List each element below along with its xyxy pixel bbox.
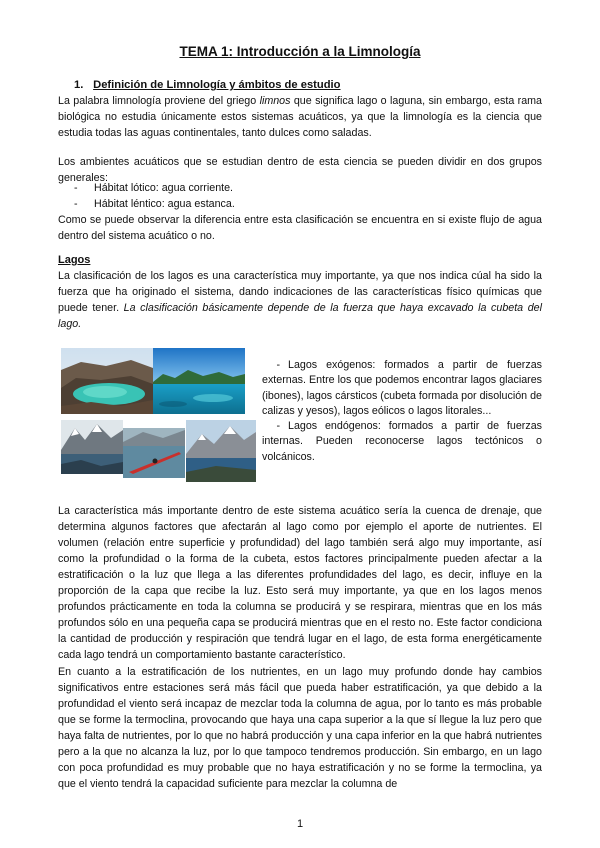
section-number: 1. xyxy=(74,79,84,91)
section-heading xyxy=(74,79,341,91)
page-title: TEMA 1: Introducción a la Limnología xyxy=(179,44,421,59)
page-number: 1 xyxy=(296,818,304,830)
italic-sentence: La clasificación básicamente depende de la fuerza que haya excavado la cubeta del lago. xyxy=(58,302,542,330)
list-item: - Lagos exógenos: formados a partir de fuerzas externas. Entre los que podemos encontrar lagos glaciares (ibones), lagos cársticos (cubeta formada por disolución de calizas y yesos), lagos eólicos o lagos litorales... xyxy=(262,359,542,417)
italic-term: limnos xyxy=(259,95,291,107)
lagos-heading: Lagos xyxy=(58,254,91,266)
paragraph-cuenca: La característica más importante dentro de este sistema acuático sería la cuenca de drenaje, que determina algunos factores que afectarán al lago como por ejemplo el aporte de nutrientes. El volumen (relación entre superficie y profundidad) del lago también será algo muy importante, así como la profundidad o la forma de la cubeta, estos factores principalmente pueden afectar a la estratificación o la luz que llega a las diferentes profundidades del lago, es decir, influye en la proporción de la capa que recibe la luz. Esto será muy importante, ya que en los lagos menos profundos prácticamente en toda la columna se producirá y se respirara, mientras que en los más profundos sólo en una pequeña capa se producirá mientras que en el resto no. Este factor condiciona la cantidad de producción y respiración que tendrá lugar en el lago, de esta forma energéticamente cada lago tendrá un comportamiento bastante característico. xyxy=(58,505,542,661)
section-heading-text: Definición de Limnología y ámbitos de estudio xyxy=(93,79,341,91)
paragraph-clasificacion: La clasificación de los lagos es una característica muy importante, ya que nos indica cúal ha sido la fuerza que ha originado el sistema, dando indicaciones de las características físico químicas que puede tener. La clasificación básicamente depende de la fuerza que haya excavado la cubeta del lago. xyxy=(58,270,542,330)
paragraph-diferencia: Como se puede observar la diferencia entre esta clasificación se encuentra en si existe flujo de agua dentro del sistema acuático o no. xyxy=(58,214,542,242)
lake-types-list xyxy=(262,358,542,465)
tropical-lake-photo xyxy=(153,348,245,414)
paragraph-ambientes: Los ambientes acuáticos que se estudian dentro de esta ciencia se pueden dividir en dos grupos generales: xyxy=(58,156,542,184)
list-item: - Hábitat lótico: agua corriente. xyxy=(74,182,234,194)
kayak-photo xyxy=(123,428,185,478)
list-item: - Hábitat léntico: agua estanca. xyxy=(74,198,235,210)
paragraph-estratificacion: En cuanto a la estratificación de los nutrientes, en un lago muy profundo donde hay cambios significativos entre estaciones será más fácil que pueda haber estratificación, ya que debido a la profundidad el viento será incapaz de mezclar toda la columna de agua, por lo tanto es más probable que se forme la termoclina, provocando que haya una capa superior a la que sí llegue la luz pero que haya falta de nutrientes, por lo que no habrá producción y una capa inferior en la que habrá nutrientes pero a la que no alcanza la luz, por lo que tampoco tendremos producción. Sin embargo, en un lago con poca profundidad es muy probable que no haya estratificación y no se forme la termoclina, ya que el viento tendrá la capacidad suficiente para mezclar la columna de xyxy=(58,666,542,790)
paragraph-limnologia: La palabra limnología proviene del griego limnos que significa lago o laguna, sin embargo, esta rama biológica no estudia únicamente estos sistemas acuáticos, ya que la limnología es la ciencia que estudia todas las aguas continentales, tanto dulces como saladas. xyxy=(58,95,542,139)
mountain-lake-photo xyxy=(186,420,256,482)
alpine-lake-photo xyxy=(61,420,123,474)
list-item: - Lagos endógenos: formados a partir de fuerzas internas. Pueden reconocerse lagos tectónicos o volcánicos. xyxy=(262,420,542,463)
volcanic-lake-photo xyxy=(61,348,153,414)
